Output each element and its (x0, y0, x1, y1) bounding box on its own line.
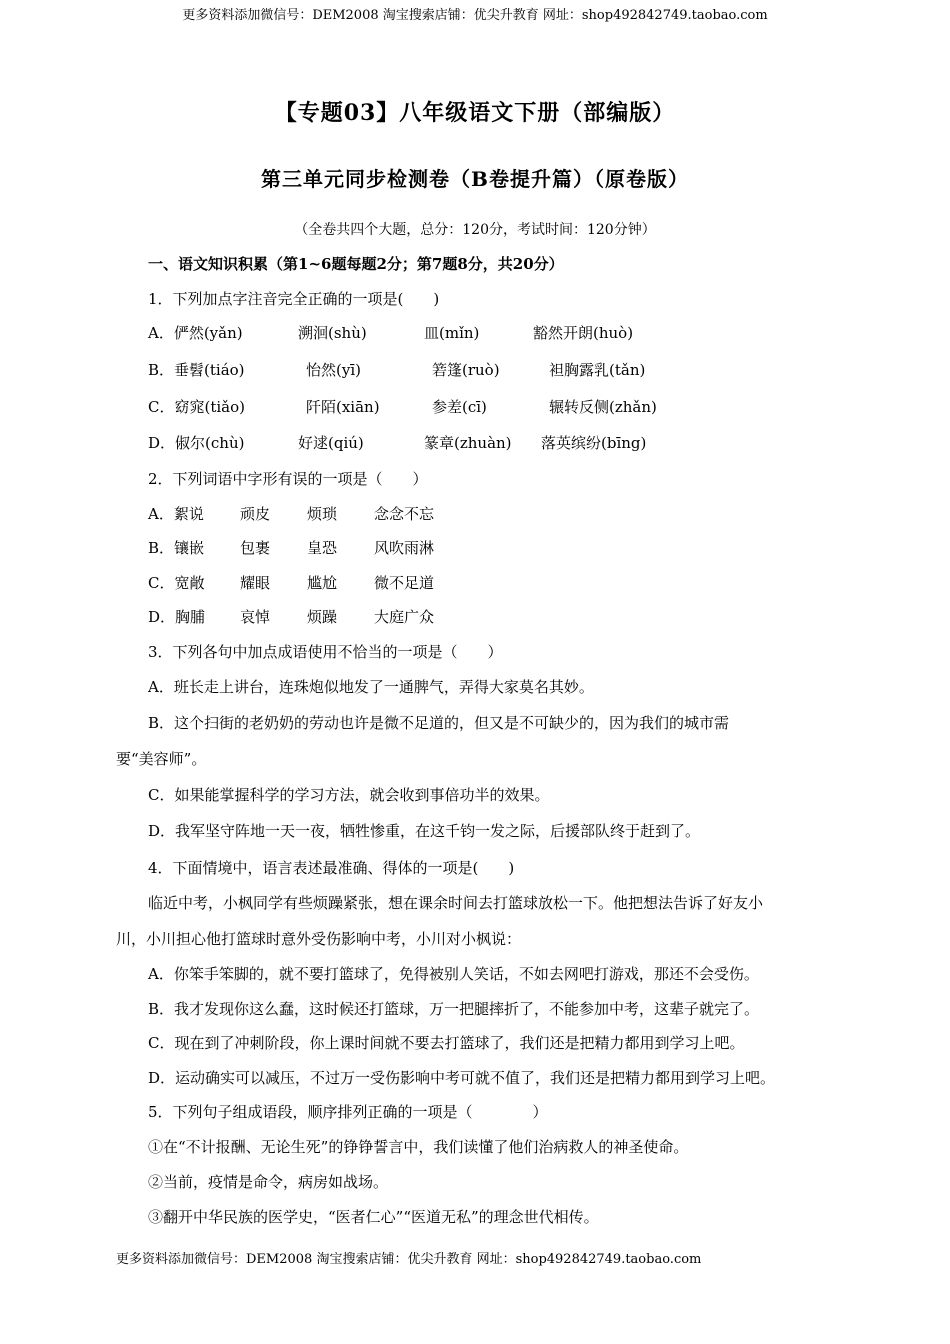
q4-option-a: A．你笨手笨脚的，就不要打篮球了，免得被别人笑话，不如去网吧打游戏，那还不会受伤。 (148, 965, 759, 983)
page-subtitle: 第三单元同步检测卷（B卷提升篇）（原卷版） (261, 167, 689, 191)
q2-option-d-3: 烦躁 (307, 608, 338, 626)
q3-option-d: D．我军坚守阵地一天一夜，牺牲惨重，在这千钧一发之际，后援部队终于赶到了。 (148, 822, 701, 840)
section-heading: 一、语文知识积累（第1~6题每题2分；第7题8分，共20分） (148, 255, 564, 273)
q2-option-b-2: 包裹 (240, 539, 271, 557)
q5-sentence-1: ①在“不计报酬、无论生死”的铮铮誓言中，我们读懂了他们治病救人的神圣使命。 (148, 1138, 689, 1156)
q3-option-c: C．如果能掌握科学的学习方法，就会收到事倍功半的效果。 (148, 786, 550, 804)
q2-option-d-4: 大庭广众 (374, 608, 435, 626)
page-footer: 更多资料添加微信号：DEM2008 淘宝搜索店铺：优尖升教育 网址：shop492842749.taobao.com (116, 1252, 702, 1267)
q3-option-a: A．班长走上讲台，连珠炮似地发了一通脾气，弄得大家莫名其妙。 (148, 678, 594, 696)
q2-option-a-3: 烦琐 (307, 505, 338, 523)
q1-option-d-1: D．俶尔(chù) (148, 434, 245, 452)
q1-stem: 1．下列加点字注音完全正确的一项是( ) (148, 290, 440, 308)
q5-sentence-3: ③翻开中华民族的医学史，“医者仁心”“医道无私”的理念世代相传。 (148, 1208, 599, 1226)
q1-option-a-1: A．俨然(yǎn) (148, 324, 243, 342)
q2-stem: 2．下列词语中字形有误的一项是（ ） (148, 470, 428, 488)
exam-note: （全卷共四个大题，总分：120分，考试时间：120分钟） (294, 222, 656, 238)
q5-stem: 5．下列句子组成语段，顺序排列正确的一项是（ ） (148, 1103, 548, 1121)
q2-option-c-3: 尴尬 (307, 574, 338, 592)
q3-stem: 3．下列各句中加点成语使用不恰当的一项是（ ） (148, 643, 503, 661)
q2-option-c-4: 微不足道 (374, 574, 435, 592)
q1-option-b-4: 袒胸露乳(tǎn) (549, 361, 646, 379)
page-title: 【专题03】八年级语文下册（部编版） (274, 100, 676, 126)
q1-option-d-4: 落英缤纷(bīng) (541, 434, 647, 452)
q3-option-b-line1: B．这个扫街的老奶奶的劳动也许是微不足道的，但又是不可缺少的，因为我们的城市需 (148, 714, 730, 732)
q1-option-b-1: B．垂髫(tiáo) (148, 361, 245, 379)
q2-option-d-2: 哀悼 (240, 608, 271, 626)
q4-option-d: D．运动确实可以减压，不过万一受伤影响中考可就不值了，我们还是把精力都用到学习上吧。 (148, 1069, 776, 1087)
q2-option-a-2: 顽皮 (240, 505, 271, 523)
q2-option-b-3: 皇恐 (307, 539, 338, 557)
q1-option-c-2: 阡陌(xiān) (306, 398, 380, 416)
q4-option-b: B．我才发现你这么蠢，这时候还打篮球，万一把腿摔折了，不能参加中考，这辈子就完了。 (148, 1000, 760, 1018)
q1-option-a-2: 溯洄(shù) (298, 324, 367, 342)
q2-option-c-1: C．宽敞 (148, 574, 205, 592)
q1-option-a-3: 皿(mǐn) (424, 324, 480, 342)
q3-option-b-line2: 要“美容师”。 (116, 750, 207, 768)
q1-option-b-2: 怡然(yī) (306, 361, 361, 379)
q2-option-b-1: B．镶嵌 (148, 539, 205, 557)
q1-option-d-2: 好逑(qiú) (298, 434, 364, 452)
q2-option-a-4: 念念不忘 (374, 505, 435, 523)
q1-option-c-1: C．窈窕(tiǎo) (148, 398, 245, 416)
q4-context-line2: 川，小川担心他打篮球时意外受伤影响中考，小川对小枫说： (116, 930, 522, 948)
q1-option-c-4: 辗转反侧(zhǎn) (549, 398, 657, 416)
q2-option-d-1: D．胸脯 (148, 608, 206, 626)
q1-option-d-3: 篆章(zhuàn) (424, 434, 512, 452)
page-header: 更多资料添加微信号：DEM2008 淘宝搜索店铺：优尖升教育 网址：shop492842749.taobao.com (182, 8, 768, 23)
q2-option-b-4: 风吹雨淋 (374, 539, 435, 557)
q1-option-b-3: 箬篷(ruò) (432, 361, 500, 379)
q2-option-a-1: A．絮说 (148, 505, 204, 523)
q4-stem: 4．下面情境中，语言表述最准确、得体的一项是( ) (148, 859, 515, 877)
q1-option-c-3: 参差(cī) (432, 398, 487, 416)
q1-option-a-4: 豁然开朗(huò) (533, 324, 634, 342)
q5-sentence-2: ②当前，疫情是命令，病房如战场。 (148, 1173, 389, 1191)
q4-context-line1: 临近中考，小枫同学有些烦躁紧张，想在课余时间去打篮球放松一下。他把想法告诉了好友小 (148, 894, 764, 912)
q2-option-c-2: 耀眼 (240, 574, 271, 592)
q4-option-c: C．现在到了冲刺阶段，你上课时间就不要去打篮球了，我们还是把精力都用到学习上吧。 (148, 1034, 745, 1052)
